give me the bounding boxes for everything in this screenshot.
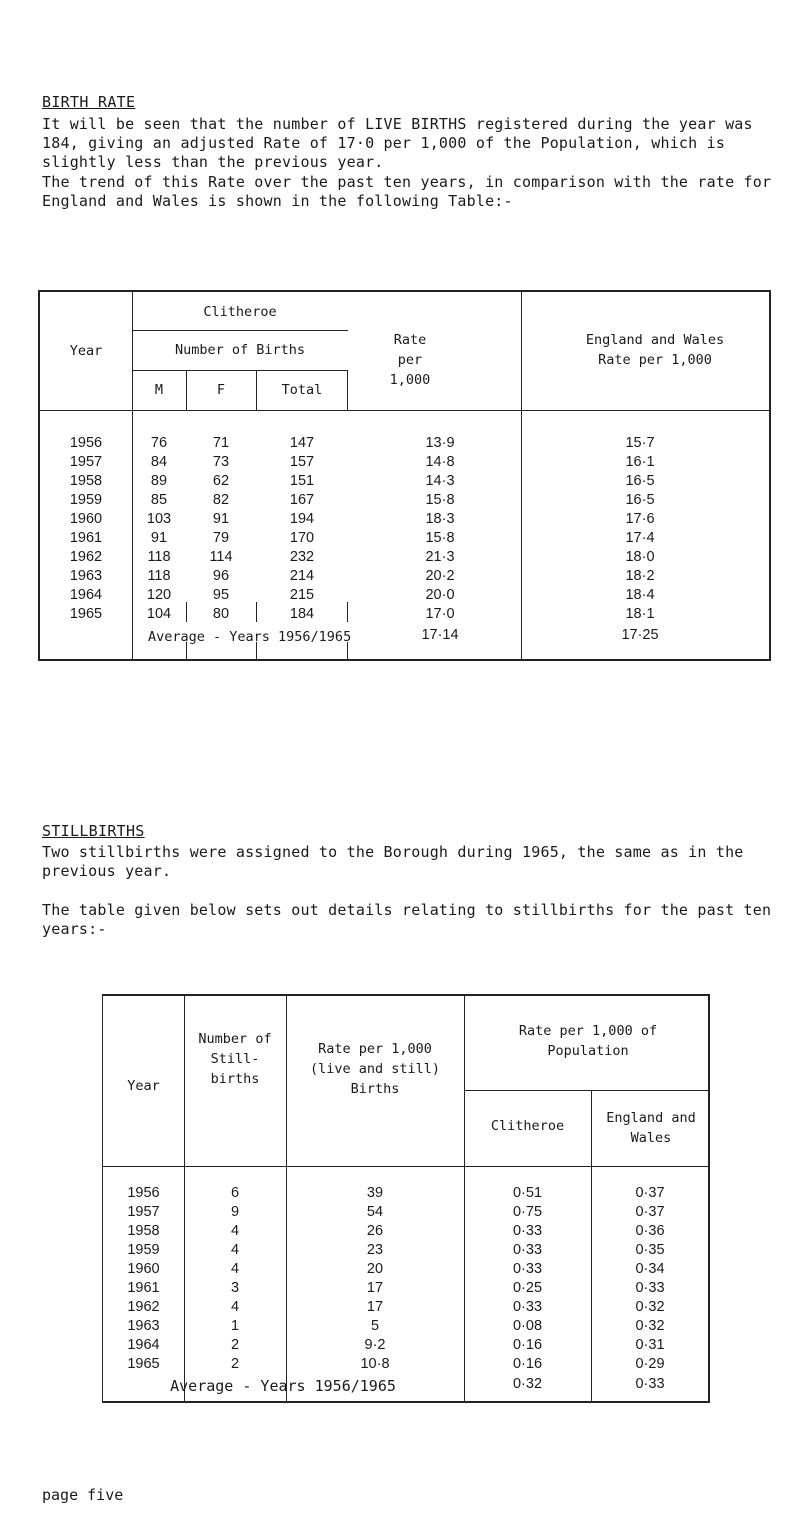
birth-row-f: 62 — [212, 473, 230, 489]
birth-row-year: 1959 — [69, 492, 103, 508]
still-row-ew: 0·36 — [635, 1223, 665, 1239]
birth-row-m: 118 — [147, 568, 171, 584]
birth-row-year: 1956 — [69, 435, 103, 451]
still-row-year: 1965 — [127, 1356, 160, 1372]
birth-row-ew: 16·5 — [625, 473, 655, 489]
still-row-rate: 20 — [366, 1261, 384, 1277]
still-row-year: 1959 — [127, 1242, 160, 1258]
still-row-rate: 9·2 — [364, 1337, 386, 1353]
birth-row-m: 91 — [150, 530, 168, 546]
still-row-rate: 17 — [366, 1280, 384, 1296]
still-row-ew: 0·29 — [635, 1356, 665, 1372]
birth-row-ew: 18·2 — [625, 568, 655, 584]
page-footer: page five — [42, 1486, 124, 1504]
stillbirths-paragraph-1: Two stillbirths were assigned to the Borough during 1965, the same as in the previous year. — [42, 843, 753, 880]
birth-row-f: 79 — [212, 530, 230, 546]
still-row-ew: 0·37 — [635, 1185, 665, 1201]
still-average-ew: 0·33 — [635, 1376, 665, 1392]
birth-row-total: 170 — [289, 530, 315, 546]
birth-rate-heading: BIRTH RATE — [42, 93, 136, 111]
birth-row-total: 184 — [289, 606, 315, 622]
birth-row-year: 1958 — [69, 473, 103, 489]
birth-rate-paragraph-1: It will be seen that the number of LIVE BIRTHS registered during the year was 184, giving an adjusted Rate of 17·0 per 1,000 of the Population, which is slightly less than the previous year. — [42, 115, 763, 171]
birth-row-f: 96 — [212, 568, 230, 584]
birth-row-f: 82 — [212, 492, 230, 508]
birth-row-total: 147 — [289, 435, 315, 451]
birth-row-rate: 15·8 — [425, 530, 455, 546]
still-row-cl: 0·16 — [512, 1356, 543, 1372]
still-row-rate: 10·8 — [360, 1356, 390, 1372]
average-label: Average - Years 1956/1965 — [148, 629, 352, 645]
birth-row-m: 85 — [150, 492, 168, 508]
birth-row-rate: 18·3 — [425, 511, 455, 527]
birth-row-m: 103 — [146, 511, 172, 527]
birth-row-year: 1961 — [69, 530, 103, 546]
still-row-n: 6 — [230, 1185, 240, 1201]
still-average-label: Average - Years 1956/1965 — [170, 1377, 396, 1395]
still-row-ew: 0·31 — [635, 1337, 665, 1353]
header-total: Total — [281, 382, 323, 398]
still-row-year: 1961 — [127, 1280, 160, 1296]
birth-row-ew: 18·0 — [625, 549, 655, 565]
stillbirths-table — [102, 994, 710, 1403]
still-row-rate: 5 — [370, 1318, 380, 1334]
still-row-ew: 0·33 — [635, 1280, 665, 1296]
stillbirths-paragraph-2: The table given below sets out details relating to stillbirths for the past ten years:- — [42, 901, 781, 938]
average-ew-rate: 17·25 — [621, 627, 659, 643]
stillbirths-heading: STILLBIRTHS — [42, 822, 145, 840]
still-row-n: 1 — [230, 1318, 240, 1334]
birth-row-m: 120 — [146, 587, 172, 603]
still-header-england-wales: England and Wales — [606, 1110, 696, 1146]
birth-row-ew: 16·5 — [625, 492, 655, 508]
birth-row-f: 71 — [212, 435, 230, 451]
header-clitheroe: Clitheroe — [203, 304, 277, 320]
birth-rate-paragraph-2: The trend of this Rate over the past ten years, in comparison with the rate for England and Wales is shown in the following Table:- — [42, 173, 781, 210]
still-row-cl: 0·33 — [512, 1299, 543, 1315]
still-row-rate: 23 — [366, 1242, 384, 1258]
still-row-cl: 0·51 — [512, 1185, 543, 1201]
still-header-rate: Rate per 1,000 (live and still) Births — [309, 1041, 441, 1097]
still-row-rate: 17 — [366, 1299, 384, 1315]
still-row-cl: 0·08 — [512, 1318, 543, 1334]
birth-row-rate: 20·0 — [425, 587, 455, 603]
still-row-n: 2 — [230, 1356, 240, 1372]
still-row-ew: 0·34 — [635, 1261, 665, 1277]
birth-row-year: 1960 — [69, 511, 103, 527]
still-row-year: 1963 — [127, 1318, 160, 1334]
birth-row-total: 215 — [289, 587, 315, 603]
still-row-ew: 0·32 — [635, 1299, 665, 1315]
birth-row-rate: 14·8 — [425, 454, 455, 470]
birth-row-total: 167 — [289, 492, 315, 508]
birth-row-f: 114 — [209, 549, 233, 565]
still-row-rate: 54 — [366, 1204, 384, 1220]
birth-row-rate: 20·2 — [425, 568, 455, 584]
birth-row-f: 80 — [212, 606, 230, 622]
still-row-n: 3 — [230, 1280, 240, 1296]
still-row-cl: 0·33 — [512, 1261, 543, 1277]
still-row-rate: 39 — [366, 1185, 384, 1201]
birth-row-year: 1963 — [69, 568, 103, 584]
still-row-cl: 0·33 — [512, 1242, 543, 1258]
birth-row-f: 91 — [212, 511, 230, 527]
still-row-ew: 0·35 — [635, 1242, 665, 1258]
birth-row-year: 1964 — [69, 587, 103, 603]
birth-row-total: 151 — [289, 473, 315, 489]
birth-row-ew: 18·4 — [625, 587, 655, 603]
still-row-n: 2 — [230, 1337, 240, 1353]
still-header-clitheroe: Clitheroe — [490, 1118, 565, 1134]
header-f: F — [216, 382, 226, 398]
birth-row-year: 1965 — [69, 606, 103, 622]
birth-row-ew: 15·7 — [625, 435, 655, 451]
still-row-n: 4 — [230, 1223, 240, 1239]
birth-row-f: 95 — [212, 587, 230, 603]
birth-row-total: 194 — [289, 511, 315, 527]
still-row-n: 4 — [230, 1261, 240, 1277]
still-row-year: 1964 — [127, 1337, 160, 1353]
birth-rate-table — [38, 290, 771, 661]
still-header-year: Year — [127, 1078, 160, 1094]
birth-row-ew: 18·1 — [625, 606, 655, 622]
birth-row-rate: 14·3 — [425, 473, 455, 489]
birth-row-f: 73 — [212, 454, 230, 470]
header-rate: Rate per 1,000 — [389, 332, 431, 388]
header-number-births: Number of Births — [174, 342, 306, 358]
still-header-population: Rate per 1,000 of Population — [518, 1023, 658, 1059]
still-row-ew: 0·37 — [635, 1204, 665, 1220]
still-row-n: 4 — [230, 1242, 240, 1258]
still-average-clitheroe: 0·32 — [512, 1376, 543, 1392]
still-row-year: 1956 — [127, 1185, 160, 1201]
birth-row-year: 1957 — [69, 454, 103, 470]
header-year: Year — [69, 343, 103, 359]
still-row-cl: 0·75 — [512, 1204, 543, 1220]
still-row-ew: 0·32 — [635, 1318, 665, 1334]
still-row-year: 1962 — [127, 1299, 160, 1315]
birth-row-rate: 17·0 — [425, 606, 455, 622]
still-row-cl: 0·25 — [512, 1280, 543, 1296]
header-england-wales: England and Wales Rate per 1,000 — [585, 332, 725, 368]
birth-row-ew: 16·1 — [625, 454, 655, 470]
birth-row-rate: 21·3 — [425, 549, 455, 565]
still-row-n: 4 — [230, 1299, 240, 1315]
birth-row-total: 232 — [289, 549, 315, 565]
birth-row-rate: 13·9 — [425, 435, 455, 451]
still-row-cl: 0·33 — [512, 1223, 543, 1239]
birth-row-total: 214 — [289, 568, 315, 584]
birth-row-total: 157 — [289, 454, 315, 470]
birth-row-year: 1962 — [69, 549, 103, 565]
birth-row-m: 104 — [146, 606, 172, 622]
average-rate: 17·14 — [421, 627, 459, 643]
still-header-number: Number of Still- births — [198, 1031, 272, 1087]
still-row-n: 9 — [230, 1204, 240, 1220]
still-row-cl: 0·16 — [512, 1337, 543, 1353]
birth-row-rate: 15·8 — [425, 492, 455, 508]
birth-row-ew: 17·6 — [625, 511, 655, 527]
birth-row-m: 118 — [147, 549, 171, 565]
still-row-year: 1957 — [127, 1204, 160, 1220]
still-row-year: 1960 — [127, 1261, 160, 1277]
still-row-rate: 26 — [366, 1223, 384, 1239]
birth-row-m: 76 — [150, 435, 168, 451]
birth-row-m: 89 — [150, 473, 168, 489]
still-row-year: 1958 — [127, 1223, 160, 1239]
birth-row-ew: 17·4 — [625, 530, 655, 546]
header-m: M — [154, 382, 164, 398]
birth-row-m: 84 — [150, 454, 168, 470]
